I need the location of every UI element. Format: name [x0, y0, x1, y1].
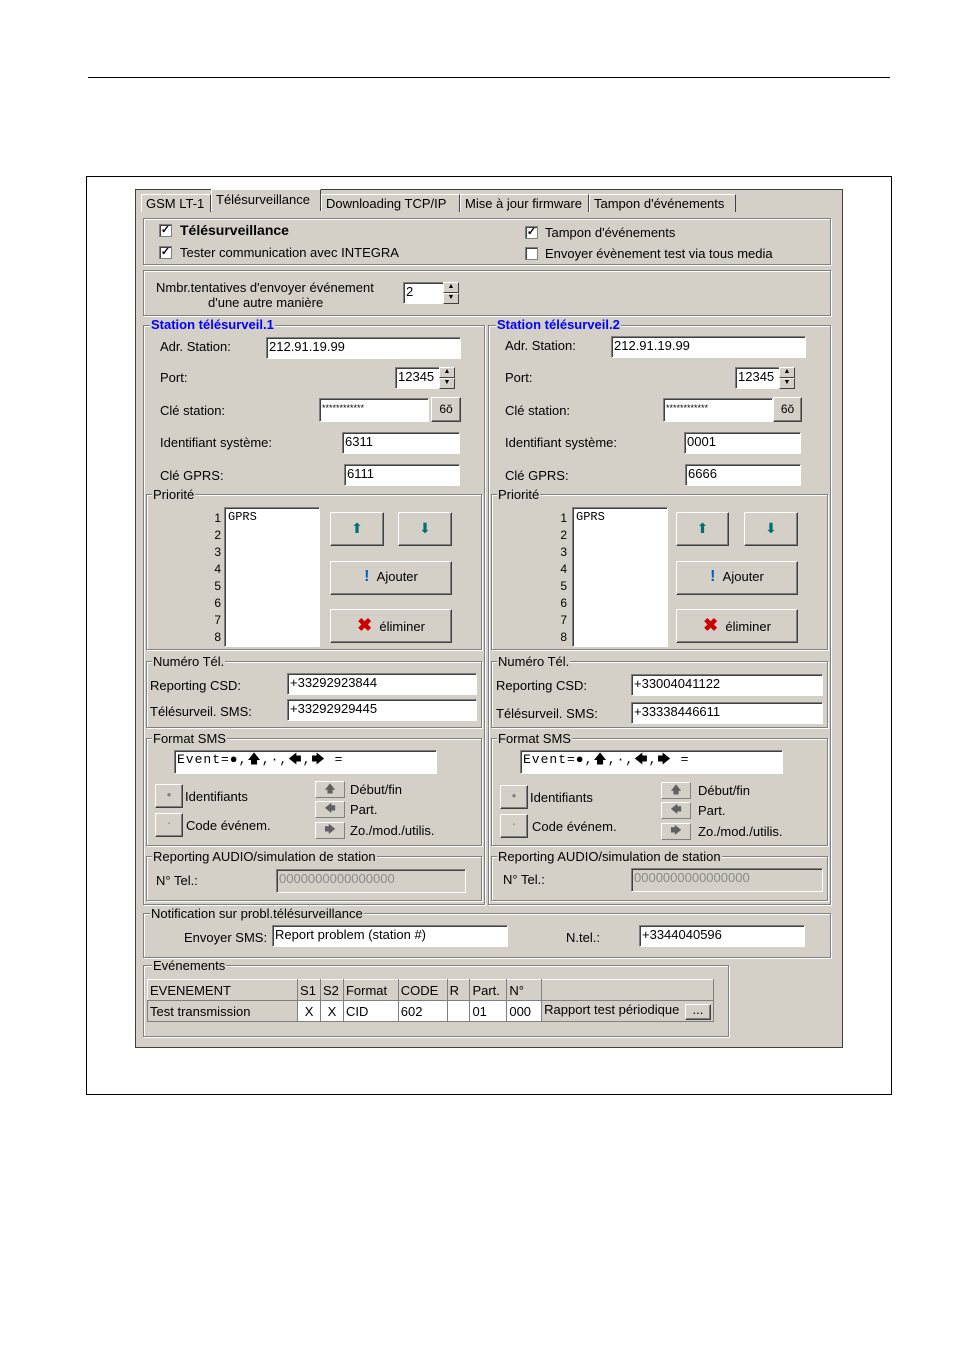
events-title: Evénements: [153, 958, 226, 973]
spin-up-icon[interactable]: ▲: [443, 282, 459, 293]
arrow-right-icon: 🡆: [324, 824, 336, 836]
spin-down-icon[interactable]: ▼: [779, 378, 795, 389]
station1-gprs-input[interactable]: 6111: [344, 464, 460, 486]
cell-part[interactable]: 01: [470, 1001, 507, 1022]
station1-tel-input[interactable]: 0000000000000000: [276, 869, 466, 893]
envoyer-test-checkbox[interactable]: [525, 247, 538, 260]
station1-priority-numbers: 1 2 3 4 5 6 7 8: [214, 511, 221, 644]
telesurveillance-checkbox[interactable]: ✓: [160, 224, 171, 236]
station1-sms-label: Télésurveil. SMS:: [150, 704, 252, 719]
station1-show-key-button[interactable]: [431, 397, 461, 422]
cell-r[interactable]: [447, 1001, 470, 1022]
notification-sms-input[interactable]: Report problem (station #): [272, 925, 508, 947]
station1-ident-input[interactable]: 6311: [342, 432, 460, 454]
cell-desc-text: Rapport test périodique: [544, 1002, 680, 1017]
glasses-icon: 6ŏ: [439, 402, 453, 416]
arrow-left-icon: 🡄: [670, 804, 682, 816]
cell-s2[interactable]: X: [321, 1001, 344, 1022]
station2-identifiants-label: Identifiants: [530, 790, 593, 805]
telesurveillance-label: Télésurveillance: [180, 222, 289, 238]
station1-delete-button[interactable]: ✖ éliminer: [330, 609, 452, 643]
col-code: CODE: [398, 980, 447, 1001]
spin-down-icon[interactable]: ▼: [439, 378, 455, 389]
station1-ident-label: Identifiant système:: [160, 435, 272, 450]
station2-move-down-button[interactable]: [744, 512, 798, 546]
station2-zo-label: Zo./mod./utilis.: [698, 824, 783, 839]
arrow-up-icon: ⬆: [696, 520, 709, 536]
tab-gsm[interactable]: GSM LT-1: [141, 194, 211, 212]
events-table: [147, 979, 714, 1022]
station2-numero-label: Numéro Tél.: [498, 654, 570, 669]
station1-move-down-button[interactable]: [398, 512, 452, 546]
small-dot-icon: ·: [166, 815, 172, 830]
station1-debut-label: Début/fin: [350, 782, 403, 797]
cell-n[interactable]: 000: [507, 1001, 542, 1022]
station2-priority-numbers: 1 2 3 4 5 6 7 8: [560, 511, 567, 644]
station2-adr-input[interactable]: 212.91.19.99: [611, 336, 806, 358]
station2-format-label: Format SMS: [498, 731, 571, 746]
spin-down-icon[interactable]: ▼: [443, 293, 459, 304]
station1-gprs-label: Clé GPRS:: [160, 468, 224, 483]
station1-title: Station télésurveil.1: [151, 317, 274, 332]
cell-s1[interactable]: X: [298, 1001, 321, 1022]
tab-telesurveillance[interactable]: Télésurveillance: [211, 189, 321, 211]
station1-port-spinner[interactable]: [439, 367, 455, 389]
station2-add-button[interactable]: ! Ajouter: [676, 561, 798, 595]
station1-code-button[interactable]: [155, 813, 183, 837]
station1-port-input[interactable]: 12345: [395, 367, 440, 389]
tester-comm-checkbox[interactable]: ✓: [160, 246, 171, 258]
station2-debut-label: Début/fin: [698, 783, 751, 798]
station2-show-key-button[interactable]: [773, 397, 802, 422]
dot-icon: ●: [166, 790, 172, 799]
notification-title: Notification sur probl.télésurveillance: [151, 906, 363, 921]
station2-part-button[interactable]: [661, 802, 691, 819]
station2-gprs-label: Clé GPRS:: [505, 468, 569, 483]
col-evenement: EVENEMENT: [148, 980, 298, 1001]
station2-priority-list[interactable]: [572, 507, 668, 647]
glasses-icon: 6ŏ: [780, 402, 795, 416]
cell-code[interactable]: 602: [398, 1001, 447, 1022]
page-header-rule: [88, 77, 890, 78]
station2-ident-label: Identifiant système:: [505, 435, 617, 450]
station1-numero-label: Numéro Tél.: [153, 654, 225, 669]
notification-sms-label: Envoyer SMS:: [184, 930, 268, 945]
station2-part-label: Part.: [698, 803, 726, 818]
station2-ident-input[interactable]: 0001: [684, 432, 801, 454]
station1-add-button[interactable]: ! Ajouter: [330, 561, 452, 595]
station1-zo-button[interactable]: [315, 822, 345, 839]
arrow-up-icon: ⬆: [351, 520, 363, 536]
tab-firmware[interactable]: Mise à jour firmware: [460, 194, 589, 212]
station2-code-button[interactable]: [500, 814, 528, 838]
notification-ntel-label: N.tel.:: [566, 930, 600, 945]
envoyer-test-label: Envoyer évènement test via tous media: [545, 246, 773, 261]
station1-format-label: Format SMS: [153, 731, 226, 746]
station2-title: Station télésurveil.2: [497, 317, 620, 332]
tab-tampon[interactable]: Tampon d'événements: [589, 194, 736, 212]
station2-port-spinner[interactable]: [779, 367, 795, 389]
exclamation-icon: !: [364, 568, 370, 585]
attempts-spinner[interactable]: [443, 282, 459, 304]
attempts-input[interactable]: 2: [403, 282, 445, 304]
station1-priority-label: Priorité: [153, 487, 195, 502]
station2-cle-label: Clé station:: [505, 403, 571, 418]
tampon-checkbox[interactable]: ✓: [526, 226, 537, 238]
attempts-label-1: Nmbr.tentatives d'envoyer événement: [156, 280, 374, 295]
station2-csd-input[interactable]: +33004041122: [631, 674, 823, 696]
cell-format[interactable]: CID: [343, 1001, 398, 1022]
station2-csd-label: Reporting CSD:: [496, 678, 588, 693]
station1-cle-input[interactable]: ************: [319, 398, 429, 422]
dot-icon: ●: [511, 791, 517, 800]
station1-part-button[interactable]: [315, 801, 345, 818]
arrow-up-icon: 🡅: [324, 783, 336, 795]
delete-x-icon: ✖: [357, 615, 373, 635]
col-s2: S2: [321, 980, 344, 1001]
col-n: N°: [507, 980, 542, 1001]
station1-move-up-button[interactable]: [330, 512, 384, 546]
station1-port-label: Port:: [160, 370, 188, 385]
list-item[interactable]: GPRS: [228, 510, 257, 524]
col-s1: S1: [298, 980, 321, 1001]
station2-audio-label: Reporting AUDIO/simulation de station: [498, 849, 721, 864]
station2-adr-label: Adr. Station:: [505, 338, 576, 353]
station1-part-label: Part.: [350, 802, 378, 817]
station2-identifiants-button[interactable]: [500, 785, 528, 809]
station2-zo-button[interactable]: [661, 823, 691, 840]
station1-sms-input[interactable]: +33292929445: [287, 699, 477, 721]
tab-downloading[interactable]: Downloading TCP/IP: [321, 194, 460, 212]
station1-adr-label: Adr. Station:: [160, 339, 231, 354]
station2-sms-input[interactable]: +33338446611: [631, 702, 823, 724]
station1-audio-label: Reporting AUDIO/simulation de station: [153, 849, 376, 864]
exclamation-icon: !: [710, 568, 716, 585]
station2-cle-input[interactable]: ************: [663, 398, 773, 422]
col-part: Part.: [470, 980, 507, 1001]
small-dot-icon: ·: [511, 816, 517, 831]
station1-format-input[interactable]: Event=●,🡅,·,🡄,🡆 =: [174, 750, 437, 774]
station2-tel-label: N° Tel.:: [503, 872, 545, 887]
list-item[interactable]: GPRS: [576, 510, 605, 524]
station1-cle-label: Clé station:: [160, 403, 226, 418]
station2-code-label: Code événem.: [532, 819, 617, 834]
arrow-left-icon: 🡄: [324, 803, 336, 815]
station1-zo-label: Zo./mod./utilis.: [350, 823, 435, 838]
spin-up-icon[interactable]: ▲: [439, 367, 455, 378]
cell-desc[interactable]: [542, 1001, 714, 1022]
delete-x-icon: ✖: [703, 615, 719, 635]
arrow-up-icon: 🡅: [670, 784, 682, 796]
station1-priority-list[interactable]: [224, 507, 320, 647]
station2-tel-input[interactable]: 0000000000000000: [631, 868, 823, 892]
station2-delete-button[interactable]: ✖ éliminer: [676, 609, 798, 643]
col-r: R: [447, 980, 470, 1001]
station2-debut-button[interactable]: [661, 782, 691, 799]
table-header-row: [148, 980, 714, 1001]
station1-tel-label: N° Tel.:: [156, 873, 198, 888]
table-row[interactable]: [148, 1001, 714, 1022]
station2-format-input[interactable]: Event=●,🡅,·,🡄,🡆 =: [520, 750, 783, 774]
station1-adr-input[interactable]: 212.91.19.99: [266, 337, 461, 359]
tester-comm-label: Tester communication avec INTEGRA: [180, 245, 399, 260]
arrow-down-icon: ⬇: [419, 520, 431, 536]
attempts-label-2: d'une autre manière: [208, 295, 324, 310]
spin-up-icon[interactable]: ▲: [779, 367, 795, 378]
station1-csd-input[interactable]: +33292923844: [287, 673, 477, 695]
tampon-label: Tampon d'événements: [545, 225, 676, 240]
col-format: Format: [343, 980, 398, 1001]
station2-move-up-button[interactable]: [676, 512, 729, 546]
arrow-right-icon: 🡆: [670, 825, 682, 837]
station1-identifiants-label: Identifiants: [185, 789, 248, 804]
station1-csd-label: Reporting CSD:: [150, 678, 242, 693]
station1-debut-button[interactable]: [315, 781, 345, 798]
station2-priority-label: Priorité: [498, 487, 540, 502]
station2-gprs-input[interactable]: 6666: [685, 464, 801, 486]
station2-sms-label: Télésurveil. SMS:: [496, 706, 598, 721]
station1-code-label: Code événem.: [186, 818, 271, 833]
station2-port-input[interactable]: 12345: [735, 367, 780, 389]
col-desc: [542, 980, 714, 1001]
desc-more-button[interactable]: ...: [685, 1004, 711, 1020]
station1-identifiants-button[interactable]: [155, 784, 183, 808]
notification-ntel-input[interactable]: +3344040596: [639, 925, 805, 947]
arrow-down-icon: ⬇: [765, 520, 777, 536]
cell-evenement[interactable]: Test transmission: [148, 1001, 298, 1022]
station2-port-label: Port:: [505, 370, 533, 385]
